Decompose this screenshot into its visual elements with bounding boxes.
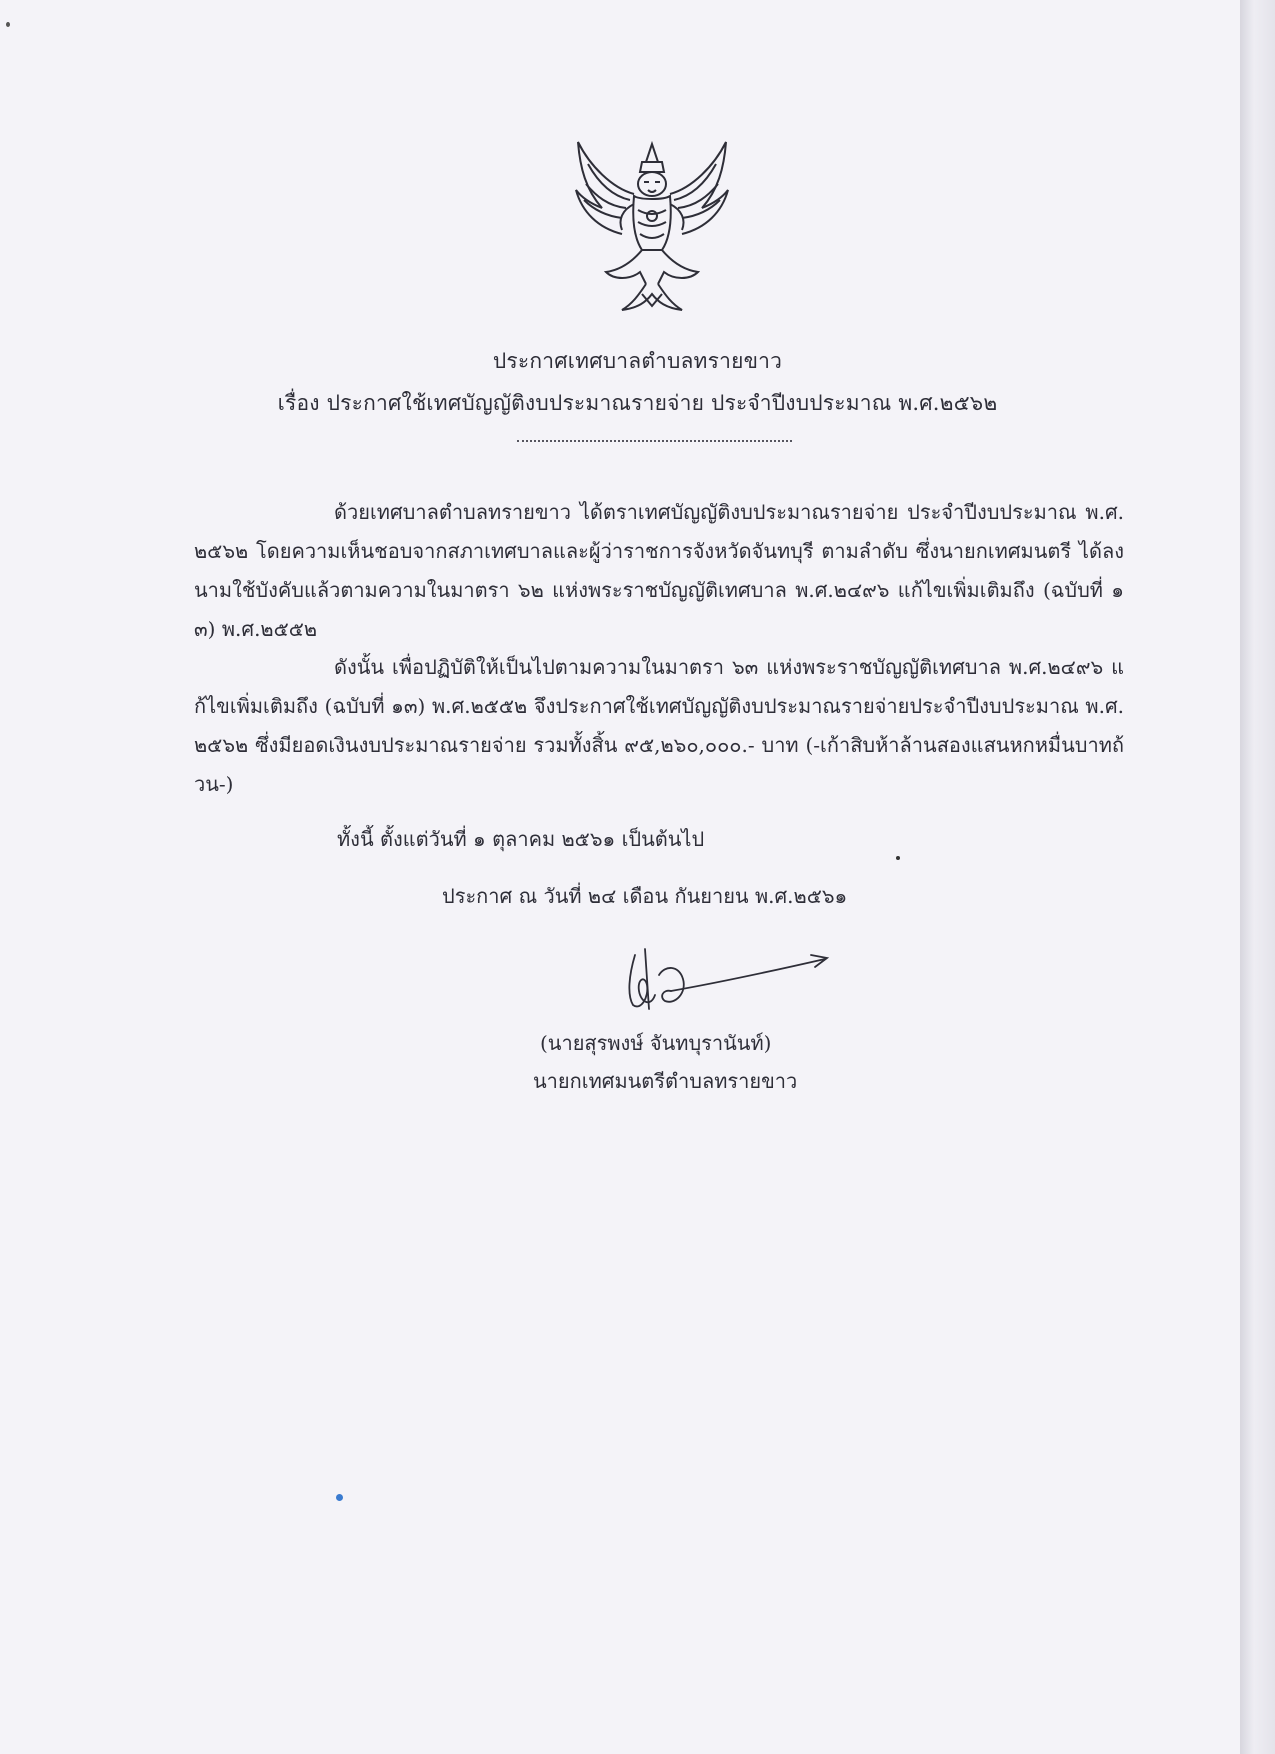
signer-position: นายกเทศมนตรีตำบลทรายขาว (533, 1069, 798, 1093)
effective-date-line: ทั้งนี้ ตั้งแต่วันที่ ๑ ตุลาคม ๒๕๖๑ เป็นต้นไป (337, 827, 705, 851)
announcement-title: ประกาศเทศบาลตำบลทรายขาว (492, 349, 783, 373)
paper-edge (1240, 0, 1275, 1754)
ink-speck (896, 856, 900, 860)
garuda-emblem-icon (572, 138, 732, 313)
dotted-divider (517, 440, 792, 442)
signer-name: (นายสุรพงษ์ จันทบุรานันท์) (540, 1031, 772, 1055)
ink-speck (6, 22, 10, 27)
body-paragraph-1: ด้วยเทศบาลตำบลทรายขาว ได้ตราเทศบัญญัติงบประมาณรายจ่าย ประจำปีงบประมาณ พ.ศ.๒๕๖๒ โดยความเห็นชอบจากสภาเทศบาลและผู้ว่าราชการจังหวัดจันทบุรี ตามลำดับ ซึ่งนายกเทศมนตรี ได้ลงนามใช้บังคับแล้วตามความในมาตรา ๖๒ แห่งพระราชบัญญัติเทศบาล พ.ศ.๒๔๙๖ แก้ไขเพิ่มเติมถึง (ฉบับที่ ๑๓) พ.ศ.๒๕๕๒ (194, 500, 1124, 641)
body-paragraph-2: ดังนั้น เพื่อปฏิบัติให้เป็นไปตามความในมาตรา ๖๓ แห่งพระราชบัญญัติเทศบาล พ.ศ.๒๔๙๖ แก้ไขเพิ่มเติมถึง (ฉบับที่ ๑๓) พ.ศ.๒๕๕๒ จึงประกาศใช้เทศบัญญัติงบประมาณรายจ่ายประจำปีงบประมาณ พ.ศ.๒๕๖๒ ซึ่งมียอดเงินงบประมาณรายจ่าย รวมทั้งสิ้น ๙๕,๒๖๐,๐๐๐.- บาท (-เก้าสิบห้าล้านสองแสนหกหมื่นบาทถ้วน-) (194, 655, 1124, 796)
ink-speck (336, 1494, 343, 1501)
handwritten-signature-icon (615, 945, 835, 1020)
announced-date-line: ประกาศ ณ วันที่ ๒๔ เดือน กันยายน พ.ศ.๒๕๖๑ (442, 884, 848, 908)
announcement-subject: เรื่อง ประกาศใช้เทศบัญญัติงบประมาณรายจ่าย ประจำปีงบประมาณ พ.ศ.๒๕๖๒ (277, 391, 998, 415)
